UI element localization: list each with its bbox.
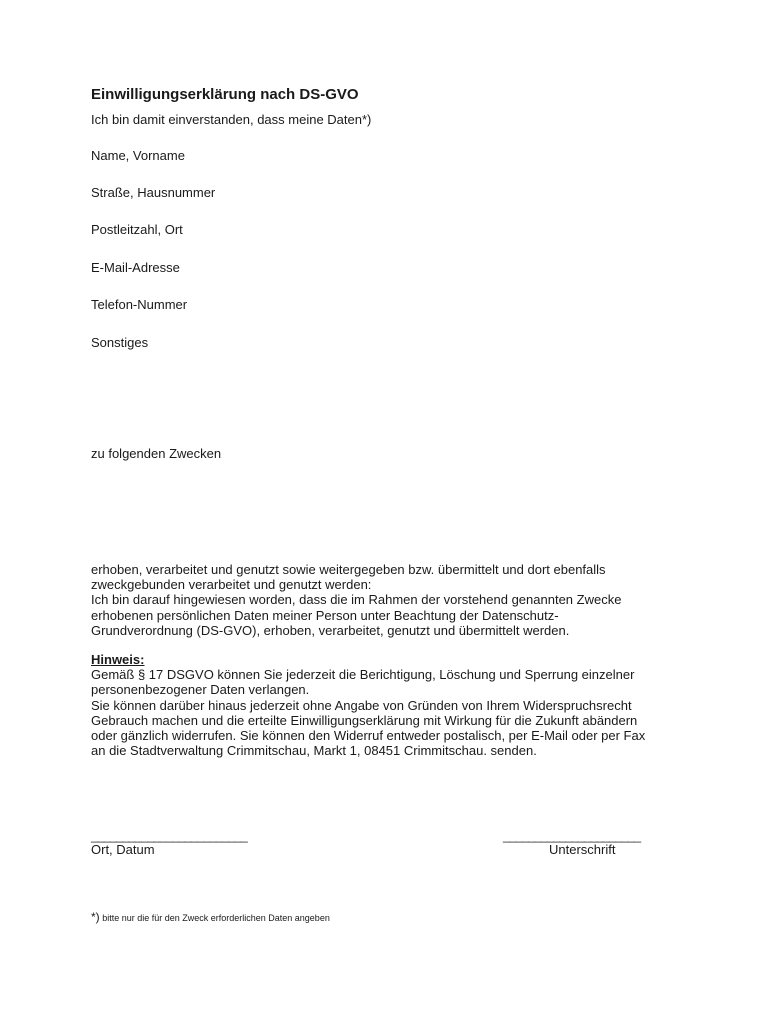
hint-title: Hinweis: bbox=[91, 652, 145, 667]
field-name: Name, Vorname bbox=[91, 148, 185, 163]
consent-line: Ich bin darauf hingewiesen worden, dass die im Rahmen der vorstehend genannten Zwecke bbox=[91, 592, 622, 608]
intro-text: Ich bin damit einverstanden, dass meine Daten*) bbox=[91, 112, 372, 127]
hint-line: personenbezogener Daten verlangen. bbox=[91, 682, 310, 698]
consent-line: zweckgebunden verarbeitet und genutzt werden: bbox=[91, 577, 372, 593]
document-title: Einwilligungserklärung nach DS-GVO bbox=[91, 86, 359, 103]
field-postcode-city: Postleitzahl, Ort bbox=[91, 222, 183, 237]
signature-line-place-date: _________________________ bbox=[91, 828, 247, 843]
consent-line: erhoben, verarbeitet und genutzt sowie weitergegeben bzw. übermittelt und dort ebenfalls bbox=[91, 562, 606, 577]
hint-line: Gebrauch machen und die erteilte Einwilligungserklärung mit Wirkung für die Zukunft abändern bbox=[91, 712, 638, 728]
consent-line: erhobenen persönlichen Daten meiner Person unter Beachtung der Datenschutz- bbox=[91, 607, 559, 623]
field-email: E-Mail-Adresse bbox=[91, 260, 180, 275]
hint-line: an die Stadtverwaltung Crimmitschau, Markt 1, 08451 Crimmitschau. senden. bbox=[91, 743, 537, 759]
consent-line: Grundverordnung (DS-GVO), erhoben, verarbeitet, genutzt und übermittelt werden. bbox=[91, 622, 570, 638]
consent-paragraph bbox=[91, 562, 691, 638]
hint-line: Gemäß § 17 DSGVO können Sie jederzeit die Berichtigung, Löschung und Sperrung einzelner bbox=[91, 667, 635, 683]
field-phone: Telefon-Nummer bbox=[91, 297, 188, 312]
footnote bbox=[91, 910, 330, 924]
hint-paragraph bbox=[91, 652, 691, 758]
signature-line-signature: ______________________ bbox=[503, 828, 641, 843]
field-street: Straße, Hausnummer bbox=[91, 185, 216, 200]
hint-line: oder gänzlich widerrufen. Sie können den Widerruf entweder postalisch, per E-Mail oder per Fax bbox=[91, 728, 646, 744]
footnote-marker: *) bbox=[91, 910, 100, 924]
footnote-text: bitte nur die für den Zweck erforderlichen Daten angeben bbox=[102, 913, 330, 923]
purpose-label: zu folgenden Zwecken bbox=[91, 446, 222, 461]
signature-label: Unterschrift bbox=[549, 842, 616, 857]
field-other: Sonstiges bbox=[91, 335, 149, 350]
place-date-label: Ort, Datum bbox=[91, 842, 155, 857]
hint-line: Sie können darüber hinaus jederzeit ohne Angabe von Gründen von Ihrem Widerspruchsrecht bbox=[91, 697, 632, 713]
